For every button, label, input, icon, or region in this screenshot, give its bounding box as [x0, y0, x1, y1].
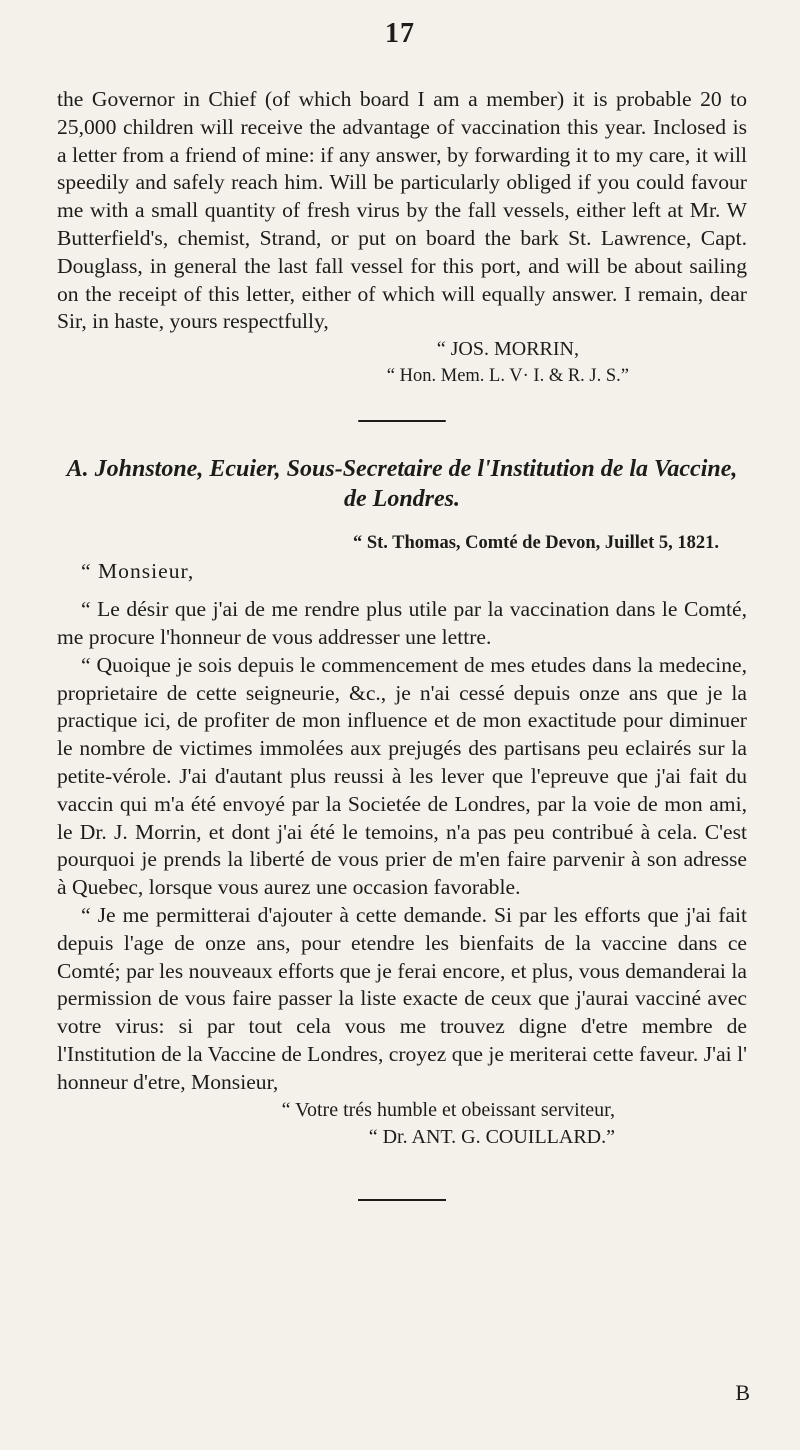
letter2-signature: “ Dr. ANT. G. COUILLARD.”: [368, 1125, 615, 1148]
letter2-paragraph-3: “ Je me permitterai d'ajouter à cette demande. Si par les efforts que j'ai fait depuis l'age de onze ans, pour etendre les bienfaits de la vaccine dans ce Comté; par les nouveaux efforts que je ferai encore, et plus, vous demanderai la permission de vous faire passer la liste exacte de ceux que j'aurai vacciné avec votre virus: si par tout cela vous me trouvez digne d'etre membre de l'Institution de la Vaccine de Londres, croyez que je meriterai cette faveur. J'ai l' honneur d'etre, Monsieur,: [57, 902, 747, 1094]
section-divider: [358, 420, 446, 422]
letter1-signature-name: “ JOS. MORRIN,: [436, 338, 579, 361]
letter1-signature-title: “ Hon. Mem. L. V· I. & R. J. S.”: [386, 366, 629, 387]
letter2-salutation: “ Monsieur,: [81, 559, 195, 584]
letter2-paragraph-1: “ Le désir que j'ai de me rendre plus utile par la vaccination dans le Comté, me procure l'honneur de vous addresser une lettre.: [57, 597, 747, 649]
letter2-closing: “ Votre trés humble et obeissant serviteur,: [281, 1098, 615, 1121]
end-divider: [358, 1199, 446, 1201]
letter2-paragraph-2: “ Quoique je sois depuis le commencement de mes etudes dans la medecine, proprietaire de cette seigneurie, &c., je n'ai cessé depuis onze ans que je la practique ici, de profiter de mon influence et de mon exactitude pour diminuer le nombre de victimes immolées aux prejugés des partisans peu eclairés sur la petite-vérole. J'ai d'autant plus reussi à les lever que l'epreuve que j'ai fait du vaccin qui m'a été envoyé par la Societée de Londres, par la voie de mon ami, le Dr. J. Morrin, et dont j'ai été le temoins, n'a pas peu contribué à cela. C'est pourquoi je prends la liberté de vous prier de m'en faire parvenir à son adresse à Quebec, lorsque vous aurez une occasion favorable.: [57, 652, 747, 900]
letter2-dateline: “ St. Thomas, Comté de Devon, Juillet 5, 1821.: [352, 533, 719, 554]
letter2-heading: A. Johnstone, Ecuier, Sous-Secretaire de l'Institution de la Vaccine, de Londres.: [66, 456, 738, 513]
signature-mark: B: [735, 1380, 750, 1405]
page-number: 17: [385, 18, 415, 49]
letter1-body: the Governor in Chief (of which board I am a member) it is probable 20 to 25,000 children will receive the advantage of vaccination this year. Inclosed is a letter from a friend of mine: if any answer, by forwarding it to my care, it will speedily and safely reach him. Will be particularly obliged if you could favour me with a small quantity of fresh virus by the fall vessels, either left at Mr. W Butterfield's, chemist, Strand, or put on board the bark St. Lawrence, Capt. Douglass, in general the last fall vessel for this port, and will be about sailing on the receipt of this letter, either of which will equally answer. I remain, dear Sir, in haste, yours respectfully,: [57, 87, 747, 334]
text-column: [57, 86, 747, 1201]
